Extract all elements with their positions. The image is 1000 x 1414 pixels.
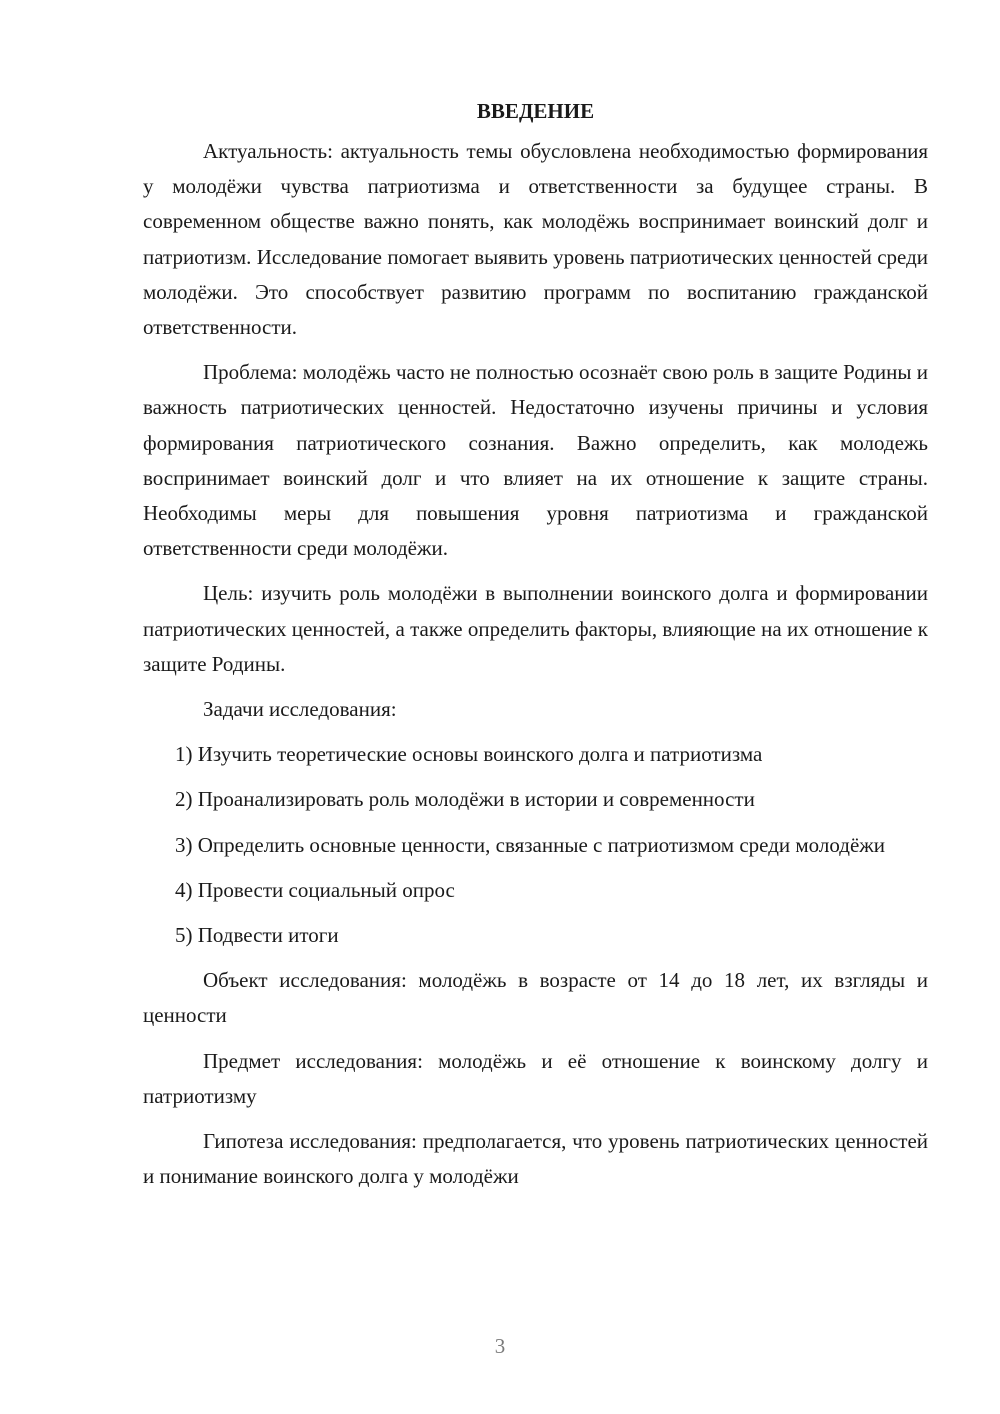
document-page (143, 96, 928, 1204)
tasks-list (143, 737, 928, 953)
paragraph-subject: Предмет исследования: молодёжь и её отношение к воинскому долгу и патриотизму (143, 1048, 928, 1108)
list-item: 4) Провести социальный опрос (175, 877, 455, 902)
list-item: 2) Проанализировать роль молодёжи в истории и современности (175, 787, 755, 812)
list-item: 3) Определить основные ценности, связанные с патриотизмом среди молодёжи (175, 832, 886, 857)
page-number: 3 (494, 1334, 506, 1358)
paragraph-object: Объект исследования: молодёжь в возрасте от 14 до 18 лет, их взгляды и ценности (143, 968, 928, 1028)
list-item: 5) Подвести итоги (175, 923, 339, 948)
tasks-heading: Задачи исследования: (203, 697, 397, 722)
paragraph-relevance: Актуальность: актуальность темы обусловлена необходимостью формирования у молодёжи чувства патриотизма и ответственности за будущее страны. В современном обществе важно понять, как молодёжь воспринимает воинский долг и патриотизм. Исследование помогает выявить уровень патриотических ценностей среди молодёжи. Это способствует развитию программ по воспитанию гражданской ответственности. (143, 139, 928, 340)
paragraph-problem: Проблема: молодёжь часто не полностью осознаёт свою роль в защите Родины и важность патриотических ценностей. Недостаточно изучены причины и условия формирования патриотического сознания. Важно определить, как молодежь воспринимает воинский долг и что влияет на их отношение к защите страны. Необходимы меры для повышения уровня патриотизма и гражданской ответственности среди молодёжи. (143, 360, 928, 561)
paragraph-goal: Цель: изучить роль молодёжи в выполнении воинского долга и формировании патриотических ценностей, а также определить факторы, влияющие на их отношение к защите Родины. (143, 581, 928, 676)
section-heading: ВВЕДЕНИЕ (476, 99, 595, 123)
paragraph-hypothesis: Гипотеза исследования: предполагается, что уровень патриотических ценностей и понимание воинского долга у молодёжи (143, 1129, 928, 1189)
list-item: 1) Изучить теоретические основы воинского долга и патриотизма (175, 742, 763, 767)
